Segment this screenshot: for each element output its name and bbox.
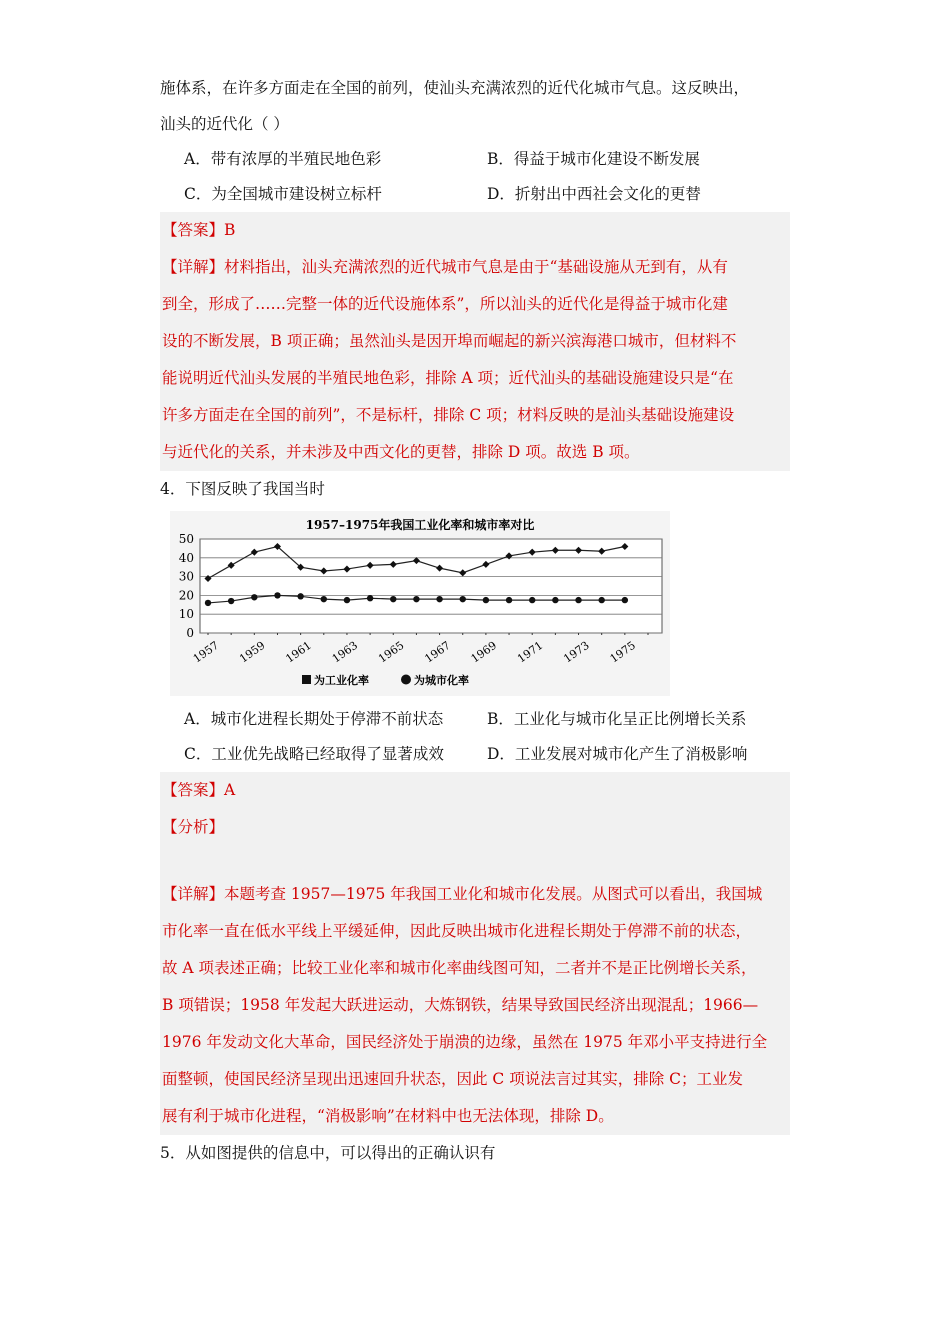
data-point <box>274 592 280 598</box>
data-point <box>506 597 512 603</box>
q4-analysis: 【分析】 <box>162 818 225 836</box>
q4-blank-line <box>162 846 788 876</box>
q4-detail-line: 故 A 项表述正确；比较工业化率和城市化率曲线图可知，二者并不是正比例增长关系， <box>162 959 757 977</box>
q3-detail-line: 到全，形成了……完整一体的近代设施体系”，所以汕头的近代化是得益于城市化建 <box>162 295 728 313</box>
y-tick-label: 20 <box>178 588 194 603</box>
q4-option-a[interactable]: A．城市化进程长期处于停滞不前状态 <box>184 710 444 728</box>
q3-option-a[interactable]: A．带有浓厚的半殖民地色彩 <box>184 150 382 168</box>
data-point <box>598 597 604 603</box>
y-tick-label: 40 <box>178 550 194 565</box>
q3-detail-line: 许多方面走在全国的前列”，不是标杆，排除 C 项；材料反映的是汕头基础设施建设 <box>162 406 735 424</box>
x-tick-label: 1957 <box>190 638 222 666</box>
plot-area <box>200 539 662 633</box>
y-tick-label: 50 <box>178 532 194 546</box>
q4-stem: 4．下图反映了我国当时 <box>160 480 325 498</box>
legend-label: 为城市化率 <box>414 674 469 687</box>
data-point <box>413 596 419 602</box>
q4-option-d[interactable]: D．工业发展对城市化产生了消极影响 <box>487 745 748 763</box>
q3-option-c[interactable]: C．为全国城市建设树立标杆 <box>184 185 382 203</box>
legend-circle-marker <box>401 675 411 685</box>
x-tick-label: 1963 <box>329 638 361 666</box>
q4-answer: 【答案】A <box>162 781 236 799</box>
data-point <box>228 598 234 604</box>
data-point <box>390 596 396 602</box>
q3-detail-line: 【详解】材料指出，汕头充满浓烈的近代城市气息是由于“基础设施从无到有，从有 <box>162 258 728 276</box>
data-point <box>205 600 211 606</box>
data-point <box>321 596 327 602</box>
y-tick-label: 10 <box>178 607 194 622</box>
chart-title: 1957–1975年我国工业化率和城市率对比 <box>305 518 535 532</box>
q3-detail-line: 能说明近代汕头发展的半殖民地色彩，排除 A 项；近代汕头的基础设施建设只是“在 <box>162 369 734 387</box>
document-page <box>160 70 790 1171</box>
q4-detail-line: B 项错误；1958 年发起大跃进运动，大炼钢铁，结果导致国民经济出现混乱；1966— <box>162 996 759 1014</box>
x-tick-label: 1975 <box>607 638 639 666</box>
q4-options-row-2 <box>160 737 790 772</box>
q4-option-b[interactable]: B．工业化与城市化呈正比例增长关系 <box>487 710 747 728</box>
q3-option-b[interactable]: B．得益于城市化建设不断发展 <box>487 150 700 168</box>
legend-label: 为工业化率 <box>314 674 369 687</box>
data-point <box>575 597 581 603</box>
y-tick-label: 0 <box>186 626 194 640</box>
q3-continuation-line-2: 汕头的近代化（ ） <box>160 115 289 133</box>
q4-detail-line: 1976 年发动文化大革命，国民经济处于崩溃的边缘，虽然在 1975 年邓小平支持进行全 <box>162 1033 768 1051</box>
q4-detail-line: 市化率一直在低水平线上平缓延伸，因此反映出城市化进程长期处于停滞不前的状态， <box>162 922 752 940</box>
data-point <box>251 594 257 600</box>
data-point <box>460 596 466 602</box>
q4-detail-line: 面整顿，使国民经济呈现出迅速回升状态，因此 C 项说法言过其实，排除 C；工业发 <box>162 1070 744 1088</box>
q5-stem: 5．从如图提供的信息中，可以得出的正确认识有 <box>160 1144 496 1162</box>
data-point <box>344 597 350 603</box>
data-point <box>367 595 373 601</box>
x-tick-label: 1969 <box>468 638 500 666</box>
q3-options-row-1 <box>160 142 790 177</box>
q4-options-row-1 <box>160 702 790 737</box>
q3-options-row-2 <box>160 177 790 212</box>
q3-answer: 【答案】B <box>162 221 236 239</box>
x-tick-label: 1973 <box>561 638 592 666</box>
data-point <box>622 597 628 603</box>
q3-answer-block <box>160 212 790 471</box>
data-point <box>483 597 489 603</box>
q4-option-c[interactable]: C．工业优先战略已经取得了显著成效 <box>184 745 444 763</box>
legend-square-marker <box>302 675 311 684</box>
x-tick-label: 1971 <box>515 638 546 666</box>
x-tick-label: 1959 <box>237 638 268 666</box>
y-tick-label: 30 <box>178 569 194 584</box>
data-point <box>297 593 303 599</box>
q4-answer-block <box>160 772 790 1135</box>
q3-option-d[interactable]: D．折射出中西社会文化的更替 <box>487 185 701 203</box>
data-point <box>529 597 535 603</box>
q4-detail-line: 展有利于城市化进程，“消极影响”在材料中也无法体现，排除 D。 <box>162 1107 614 1125</box>
x-tick-label: 1967 <box>422 638 453 666</box>
q3-continuation-line-1: 施体系，在许多方面走在全国的前列，使汕头充满浓烈的近代化城市气息。这反映出， <box>160 79 750 97</box>
q4-detail-line: 【详解】本题考查 1957—1975 年我国工业化和城市化发展。从图式可以看出，我国城 <box>162 885 763 903</box>
data-point <box>552 597 558 603</box>
q4-chart <box>170 511 670 696</box>
x-tick-label: 1961 <box>283 638 314 666</box>
x-tick-label: 1965 <box>376 638 407 666</box>
q3-detail-line: 设的不断发展，B 项正确；虽然汕头是因开埠而崛起的新兴滨海港口城市，但材料不 <box>162 332 737 350</box>
chart-svg <box>170 511 670 696</box>
data-point <box>436 596 442 602</box>
q3-detail-line: 与近代化的关系，并未涉及中西文化的更替，排除 D 项。故选 B 项。 <box>162 443 640 461</box>
